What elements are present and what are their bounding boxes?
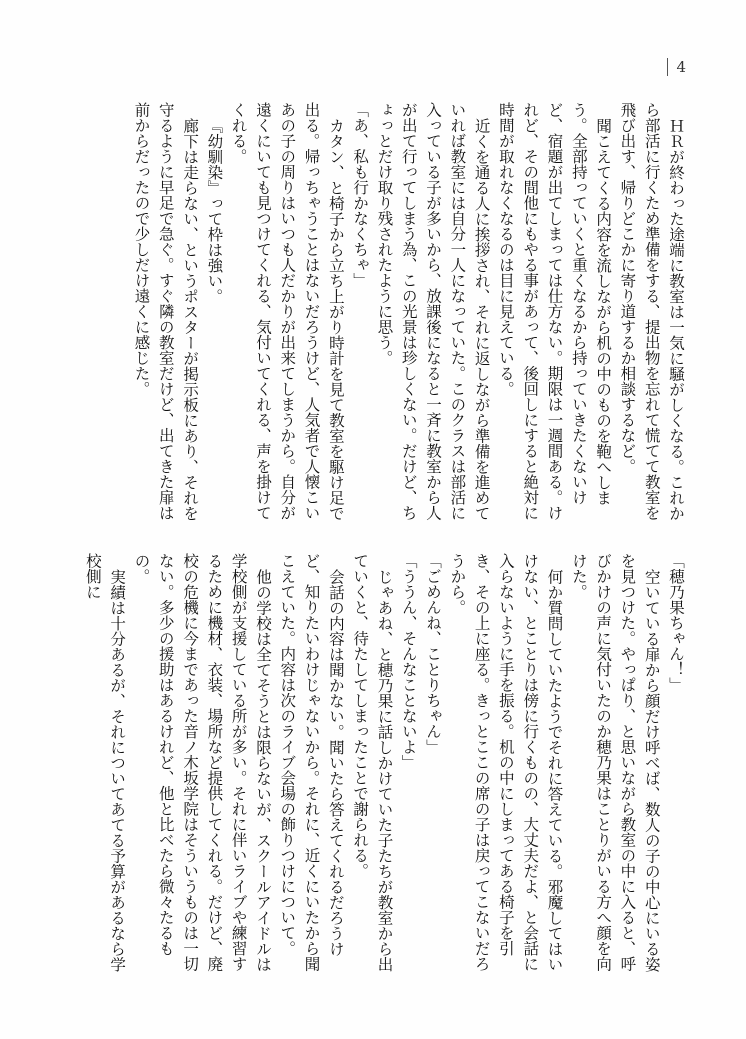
paragraph: 実績は十分あるが、それについてあてる予算があるなら学校側に: [83, 553, 127, 972]
page-number: 4: [667, 58, 686, 76]
dialogue-line: 「あ、私も行かなくちゃ」: [351, 102, 370, 288]
lower-text-block: [83, 553, 688, 983]
paragraph: カタン、と椅子から立ち上がり時計を見て教室を駆け足で出る。帰っちゃうことはないだろうけど、人気者で人懐こいあの子の周りはいつも人だかりが出来てしまうから。自分が遠くにいても見つけてくれる、気付いてくれる、声を掛けてくれる。: [229, 102, 345, 521]
paragraph: じゃあね、と穂乃果に話しかけていた子たちが教室から出ていくと、待たしてしまったことで謝られる。: [351, 553, 394, 972]
upper-text-block: [132, 102, 688, 522]
paragraph: 空いている扉から顔だけ呼べば、数人の子の中心にいる姿を見つけた。やっぱり、と思いながら教室の中に入ると、呼びかけの声に気付いたのか穂乃果はことりがいる方へ顔を向けた。: [569, 553, 661, 972]
dialogue-line: 「穂乃果ちゃん！」: [667, 553, 685, 693]
paragraph: 何か質問していたようでそれに答えている。邪魔してはいけない、とことりは傍に行くものの、大丈夫だよ、と会話に入らないように手を振る。机の中にしまってある椅子を引き、その上に座る。きっとここの席の子は戻ってこないだろうから。: [448, 553, 564, 972]
dialogue-line: 「ううん、そんなことないよ」: [399, 553, 418, 770]
paragraph: 会話の内容は聞かない。聞いたら答えてくれるだろうけど、知りたいわけじゃないから。それに、近くにいたから聞こえていた。内容は次のライブ会場の飾りつけについて。: [278, 553, 345, 972]
paragraph: 聞こえてくる内容を流しながら机の中のものを鞄へしまう。全部持っていくと重くなるから持っていきたくないけど、宿題が出てしまっては仕方ない。期限は一週間ある。けれど、その間他にもやる事があって、後回しにすると絶対に時間が取れなくなるのは目に見えている。: [496, 102, 613, 521]
paragraph: ＨＲが終わった途端に教室は一気に騒がしくなる。これから部活に行くため準備をする、提出物を忘れて慌てて教室を飛び出す、帰りどこかに寄り道するか相談するなど。: [618, 102, 685, 521]
paragraph: 廊下は走らない、というポスターが掲示板にあり、それを守るように早足で急ぐ。すぐ隣の教室だけど、出てきた扉は前からだったので少しだけ遠くに感じた。: [132, 102, 200, 521]
paragraph: 『幼馴染』って枠は強い。: [205, 117, 224, 304]
dialogue-line: 「ごめんね、ことりちゃん」: [424, 553, 443, 755]
paragraph: 近くを通る人に挨拶され、それに返しながら準備を進めていれば教室には自分一人になっていた。このクラスは部活に入っている子が多いから、放課後になると一斉に教室から人が出て行ってしまう為、この光景は珍しくない。だけど、ちょっとだけ取り残されたように思う。: [375, 102, 491, 521]
paragraph: 他の学校は全てそうとは限らないが、スクールアイドルは学校側が支援している所が多い。それに伴いライブや練習するために機材、衣装、場所など提供してくれる。だけど、廃校の危機に今まであった音ノ木坂学院はそういうものは一切ない。多少の援助はあるけれど、他と比べたら微々たるもの。: [132, 553, 272, 972]
